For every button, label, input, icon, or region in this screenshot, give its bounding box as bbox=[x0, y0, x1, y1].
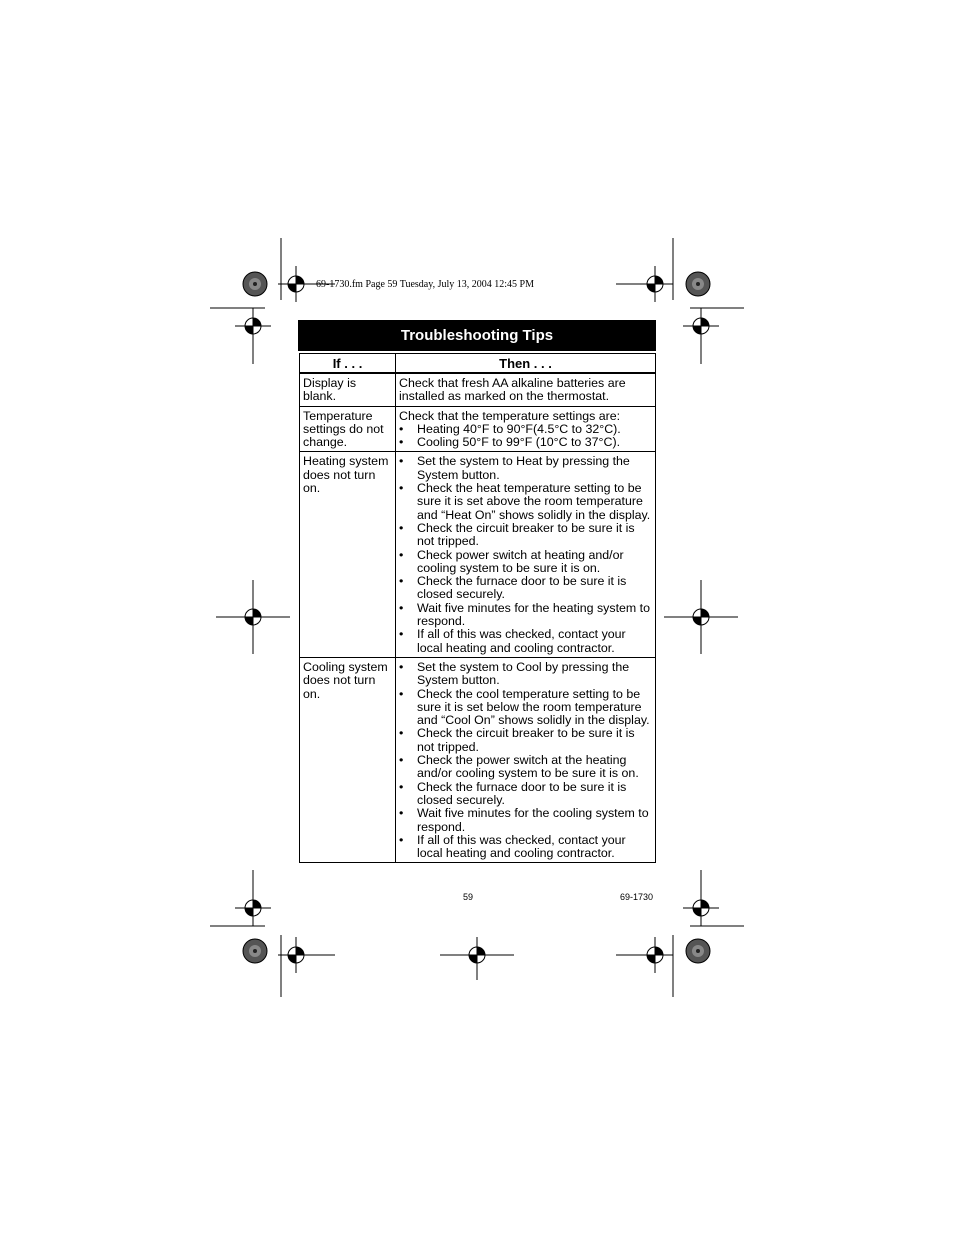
remedy-item: • Heating 40°F to 90°F(4.5°C to 32°C). bbox=[399, 423, 652, 436]
remedy-item: • Check the heat temperature setting to be sure it is set above the room temperature and “Heat On” shows solidly in the display. bbox=[399, 482, 652, 522]
remedy-intro: Check that the temperature settings are: bbox=[399, 408, 621, 423]
remedy-item: • Set the system to Cool by pressing the System button. bbox=[399, 661, 652, 688]
remedy-list bbox=[399, 423, 652, 450]
remedy-item: • Check power switch at heating and/or cooling system to be sure it is on. bbox=[399, 549, 652, 576]
header-row bbox=[300, 354, 656, 374]
remedy-item: • Check the circuit breaker to be sure it is not tripped. bbox=[399, 727, 652, 754]
document-number: 69-1730 bbox=[620, 892, 654, 902]
remedy-cell bbox=[396, 373, 656, 406]
remedy-item: • If all of this was checked, contact your local heating and cooling contractor. bbox=[399, 834, 652, 861]
table-row bbox=[300, 373, 656, 406]
column-header-if: If . . . bbox=[300, 354, 396, 374]
remedy-item: • Check the power switch at the heating and/or cooling system to be sure it is on. bbox=[399, 754, 652, 781]
remedy-item: • Wait five minutes for the heating system to respond. bbox=[399, 602, 652, 629]
condition-cell: Cooling system does not turn on. bbox=[300, 657, 396, 862]
remedy-list bbox=[399, 455, 652, 654]
troubleshooting-table bbox=[299, 353, 656, 863]
table-row bbox=[300, 452, 656, 657]
condition-cell: Heating system does not turn on. bbox=[300, 452, 396, 657]
remedy-intro: Check that fresh AA alkaline batteries are installed as marked on the thermostat. bbox=[399, 376, 626, 404]
remedy-cell bbox=[396, 452, 656, 657]
remedy-item: • Cooling 50°F to 99°F (10°C to 37°C). bbox=[399, 436, 652, 449]
remedy-item: • Check the furnace door to be sure it is closed securely. bbox=[399, 575, 652, 602]
page-number: 59 bbox=[463, 892, 474, 902]
condition-cell: Display is blank. bbox=[300, 373, 396, 406]
print-header: 69-1730.fm Page 59 Tuesday, July 13, 2004 12:45 PM bbox=[316, 279, 534, 290]
remedy-cell bbox=[396, 406, 656, 452]
remedy-cell bbox=[396, 657, 656, 862]
condition-cell: Temperature settings do not change. bbox=[300, 406, 396, 452]
remedy-item: • If all of this was checked, contact your local heating and cooling contractor. bbox=[399, 628, 652, 655]
table-row bbox=[300, 657, 656, 862]
table-row bbox=[300, 406, 656, 452]
remedy-item: • Wait five minutes for the cooling system to respond. bbox=[399, 807, 652, 834]
remedy-item: • Check the cool temperature setting to be sure it is set below the room temperature and “Cool On” shows solidly in the display. bbox=[399, 688, 652, 728]
remedy-list bbox=[399, 661, 652, 860]
table-title: Troubleshooting Tips bbox=[298, 320, 656, 351]
remedy-item: • Set the system to Heat by pressing the System button. bbox=[399, 455, 652, 482]
remedy-item: • Check the circuit breaker to be sure it is not tripped. bbox=[399, 522, 652, 549]
table-body bbox=[300, 373, 656, 863]
column-header-then: Then . . . bbox=[396, 354, 656, 374]
remedy-item: • Check the furnace door to be sure it is closed securely. bbox=[399, 781, 652, 808]
